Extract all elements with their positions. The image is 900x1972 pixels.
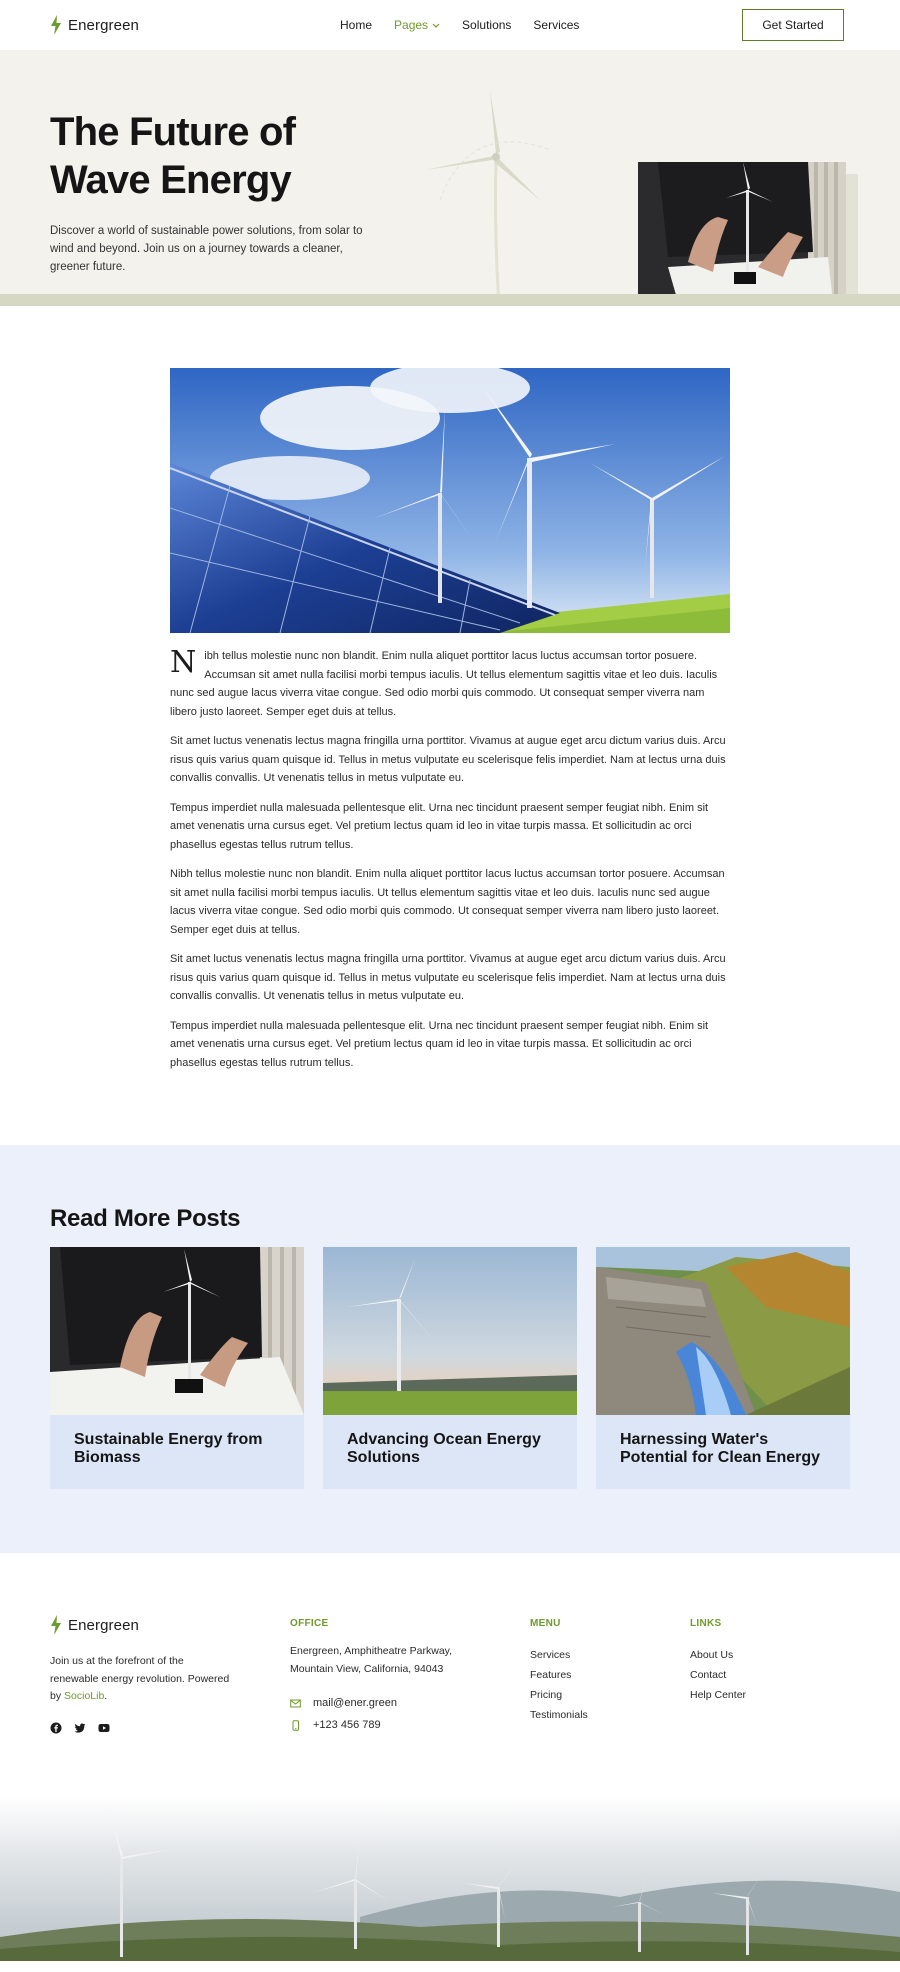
footer-landscape-image (0, 1797, 900, 1961)
chevron-down-icon (432, 23, 440, 28)
post-thumbnail (323, 1247, 577, 1415)
footer-link-services[interactable]: Services (530, 1649, 571, 1661)
post-title: Harnessing Water's Potential for Clean Energy (620, 1431, 821, 1466)
footer-link-about[interactable]: About Us (690, 1649, 734, 1661)
menu-heading: MENU (530, 1618, 561, 1629)
hero-title (50, 108, 295, 204)
post-title: Advancing Ocean Energy Solutions (347, 1431, 541, 1466)
bolt-icon (50, 15, 62, 35)
email-row[interactable] (290, 1697, 397, 1709)
nav-label: Home (340, 18, 373, 32)
phone-text: +123 456 789 (313, 1719, 381, 1731)
phone-row[interactable] (290, 1719, 381, 1731)
article-paragraph: Tempus imperdiet nulla malesuada pellentesque elit. Urna nec tincidunt praesent semper feugiat nibh. Enim sit amet venenatis urna cursus eget. Vel pretium lectus quam id leo in vitae turpis massa. Et sollicitudin ac orci phasellus egestas tellus rutrum tellus. (170, 801, 709, 851)
nav-label: Services (533, 18, 580, 32)
turbine-illustration (400, 90, 580, 306)
nav-label: Solutions (462, 18, 512, 32)
article-paragraph: Sit amet luctus venenatis lectus magna fringilla urna porttitor. Vivamus at augue eget arcu dictum varius duis. Arcu risus quis varius quam quisque id. Tellus in metus vulputate eu scelerisque felis imperdiet. Nam at lectus urna duis convallis convallis. Ut venenatis tellus in metus vulputate eu. (170, 953, 726, 1002)
hero-title-line-2: Wave Energy (50, 158, 291, 202)
read-more-section (0, 1145, 900, 1553)
footer-logo[interactable] (50, 1615, 139, 1635)
main-menu (340, 0, 579, 50)
facebook-icon[interactable] (50, 1721, 62, 1733)
drop-cap: N (170, 645, 197, 680)
nav-item-pages[interactable] (394, 18, 440, 32)
footer-link-pricing[interactable]: Pricing (530, 1689, 563, 1701)
article-body (170, 647, 730, 1072)
post-thumbnail (596, 1247, 850, 1415)
tagline-end: . (104, 1690, 108, 1702)
links-heading: LINKS (690, 1618, 722, 1629)
footer-link-help[interactable]: Help Center (690, 1689, 747, 1701)
footer-link-features[interactable]: Features (530, 1669, 572, 1681)
footer-link-contact[interactable]: Contact (690, 1669, 727, 1681)
footer-tagline (50, 1653, 230, 1706)
article-section (0, 306, 900, 1145)
nav-item-solutions[interactable] (462, 18, 511, 32)
article-paragraph (170, 647, 730, 721)
mail-icon (290, 1698, 301, 1709)
nav-item-services[interactable] (533, 18, 579, 32)
post-thumbnail (50, 1247, 304, 1415)
office-heading: OFFICE (290, 1618, 329, 1629)
post-card[interactable] (50, 1247, 304, 1489)
hero-photo (638, 162, 846, 302)
feature-image (170, 368, 730, 633)
twitter-icon[interactable] (74, 1721, 86, 1733)
brand-logo[interactable] (50, 15, 139, 35)
email-text: mail@ener.green (313, 1697, 397, 1709)
hero-section (0, 50, 900, 306)
read-more-heading: Read More Posts (50, 1205, 241, 1232)
post-card[interactable] (323, 1247, 577, 1489)
hero-lede: Discover a world of sustainable power solutions, from solar to wind and beyond. Join us on a journey towards a cleaner, greener future. (50, 225, 363, 273)
paragraph-text: ibh tellus molestie nunc non blandit. Enim nulla aliquet porttitor lacus luctus accumsan tortor posuere. Accumsan sit amet nulla facilisi morbi tempus iaculis. Ut tellus elementum sagittis vitae et leo duis. Iaculis nunc sed augue lacus viverra vitae congue. Sed odio morbi quis commodo. Ut consequat semper viverra nam libero justo laoreet. Semper eget duis at tellus. (170, 650, 718, 718)
youtube-icon[interactable] (98, 1721, 110, 1733)
brand-name: Energreen (68, 16, 139, 34)
nav-item-home[interactable] (340, 18, 372, 32)
post-title: Sustainable Energy from Biomass (74, 1431, 263, 1466)
article-paragraph: Tempus imperdiet nulla malesuada pellentesque elit. Urna nec tincidunt praesent semper feugiat nibh. Enim sit amet venenatis urna cursus eget. Vel pretium lectus quam id leo in vitae turpis massa. Et sollicitudin ac orci phasellus egestas tellus rutrum tellus. (170, 1019, 709, 1069)
post-card[interactable] (596, 1247, 850, 1489)
article-paragraph: Nibh tellus molestie nunc non blandit. Enim nulla aliquet porttitor lacus luctus accumsan tortor posuere. Accumsan sit amet nulla facilisi morbi tempus iaculis. Ut tellus elementum sagittis vitae et leo duis. Iaculis nunc sed augue lacus viverra vitae congue. Sed odio morbi quis commodo. Ut consequat semper viverra nam libero justo laoreet. Semper eget duis at tellus. (170, 868, 725, 936)
footer-link-testimonials[interactable]: Testimonials (530, 1709, 588, 1721)
top-nav (0, 0, 900, 50)
nav-label: Pages (394, 18, 429, 32)
sociolib-link[interactable]: SocioLib (64, 1690, 105, 1702)
hero-bottom-band (0, 294, 900, 306)
bolt-icon (50, 1615, 62, 1635)
phone-icon (290, 1720, 301, 1731)
tagline-text: Join us at the forefront of the renewable energy revolution. Powered by (50, 1655, 230, 1702)
hero-title-line-1: The Future of (50, 110, 296, 154)
footer-links (690, 1645, 746, 1705)
get-started-button[interactable]: Get Started (742, 9, 844, 41)
footer-menu (530, 1645, 588, 1725)
article-paragraph: Sit amet luctus venenatis lectus magna fringilla urna porttitor. Vivamus at augue eget arcu dictum varius duis. Arcu risus quis varius quam quisque id. Tellus in metus vulputate eu scelerisque felis imperdiet. Nam at lectus urna duis convallis convallis. Ut venenatis tellus in metus vulputate eu. (170, 735, 726, 784)
brand-name: Energreen (68, 1616, 139, 1634)
site-footer (0, 1553, 900, 1797)
social-links (50, 1721, 110, 1733)
office-address: Energreen, Amphitheatre Parkway, Mountain View, California, 94043 (290, 1645, 453, 1675)
